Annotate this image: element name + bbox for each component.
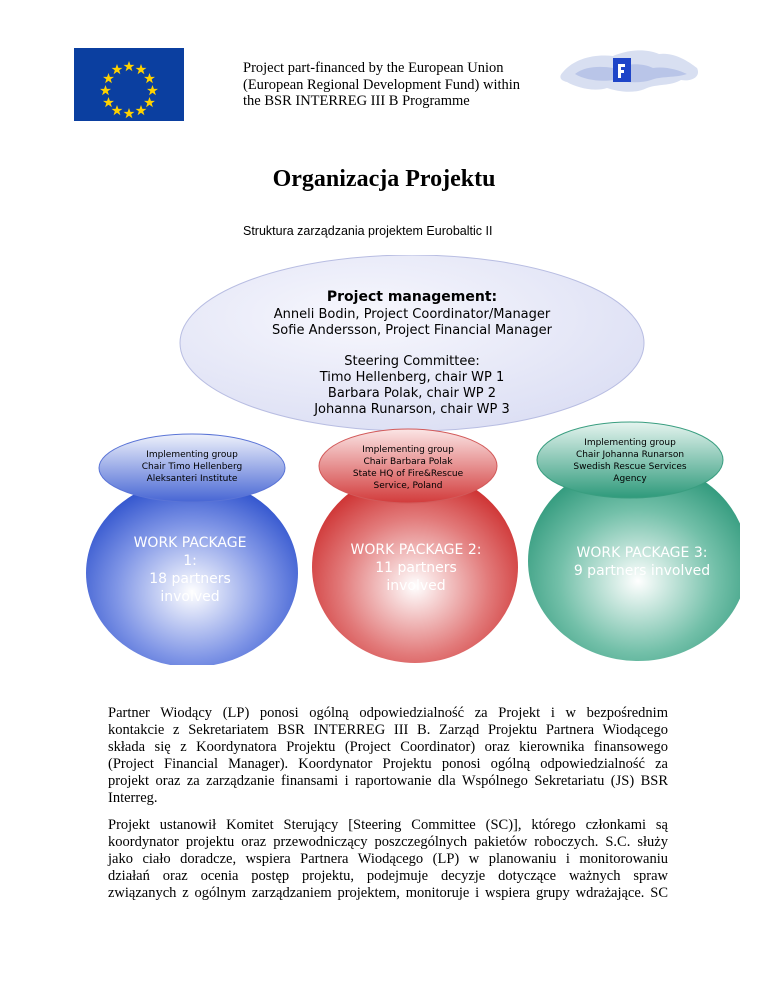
paragraph-line: kontakcie z Sekretariatem BSR INTERREG III B. Zarząd Projektu Partnera Wiodącego [108,722,668,738]
steering-line: Barbara Polak, chair WP 2 [327,386,497,401]
org-diagram [80,255,740,665]
group3-line: Implementing group [584,438,676,448]
management-heading: Project management: [326,289,498,305]
eu-stars-icon [74,48,184,121]
steering-line: Timo Hellenberg, chair WP 1 [319,370,505,385]
page-title: Organizacja Projektu [272,166,496,192]
wp1-line: 1: [183,553,197,569]
group2-line: Implementing group [362,445,454,455]
header-text [243,60,583,110]
paragraph-line: związanych z ogólnym zarządzaniem projektem, monitoruje i wspiera grupy wdrażające. SC [108,885,668,901]
group3-line: Chair Johanna Runarson [575,450,685,460]
group3-line: Agency [613,474,647,484]
group2-line: Chair Barbara Polak [363,457,453,467]
paragraph-line: projekt oraz za zarządzanie finansami i raportowanie dla Wspólnego Sekretariatu (JS) BSR [108,773,668,789]
paragraph-line: (Project Financial Manager). Koordynator Projektu ponosi ogólną odpowiedzialność za [108,756,668,772]
header-line: the BSR INTERREG III B Programme [243,93,470,109]
management-line: Sofie Andersson, Project Financial Manager [272,323,552,338]
group2-line: State HQ of Fire&Rescue [352,469,464,479]
paragraph-line: koordynator projektu oraz przewodniczący poszczególnych pakietów roboczych. S.C. służy [108,834,668,850]
group1-line: Aleksanteri Institute [146,474,238,484]
wp1-line: involved [160,589,220,605]
paragraph-line: Projekt ustanowił Komitet Sterujący [Steering Committee (SC)], którego członkami są [108,817,668,833]
header-line: Project part-financed by the European Union [243,60,504,76]
bsr-interreg-logo [555,44,705,102]
paragraph-line: działań oraz ocenia postęp projektu, podejmuje decyzje dotyczące ważnych spraw [108,868,668,884]
group1-line: Implementing group [146,450,238,460]
implementing-group-2 [319,429,497,503]
implementing-group-1 [99,434,285,502]
paragraph-line: składa się z Koordynatora Projektu (Project Coordinator) oraz kierownika finansowego [108,739,668,755]
wp3-line: WORK PACKAGE 3: [576,545,708,561]
paragraph-line: Partner Wiodący (LP) ponosi ogólną odpowiedzialność za Projekt i w bezpośrednim [108,705,668,721]
group1-line: Chair Timo Hellenberg [141,462,243,472]
header-line: (European Regional Development Fund) within [243,76,521,93]
management-line: Anneli Bodin, Project Coordinator/Manager [273,307,551,322]
paragraph-line: Interreg. [108,790,158,806]
work-package-1-bubble [86,479,298,665]
wp1-line: WORK PACKAGE [133,535,247,551]
wp2-line: WORK PACKAGE 2: [350,542,482,558]
paragraph-steering-committee [108,817,668,902]
steering-line: Johanna Runarson, chair WP 3 [314,402,510,417]
eu-flag-logo [74,48,184,121]
group2-line: Service, Poland [373,481,443,491]
paragraph-line: jako ciało doradcze, wspiera Partnera Wiodącego (LP) w planowaniu i monitorowaniu [108,851,668,867]
wp2-line: involved [386,578,446,594]
group3-line: Swedish Rescue Services [573,462,687,472]
wp3-line: 9 partners involved [573,563,711,579]
steering-heading: Steering Committee: [344,354,480,369]
project-management-bubble [180,255,644,431]
paragraph-lead-partner [108,705,668,807]
wp1-line: 18 partners [149,571,231,587]
implementing-group-3 [537,422,723,498]
diagram-subtitle: Struktura zarządzania projektem Eurobaltic II [243,224,493,238]
baltic-map-icon [555,44,705,102]
wp2-line: 11 partners [375,560,457,576]
